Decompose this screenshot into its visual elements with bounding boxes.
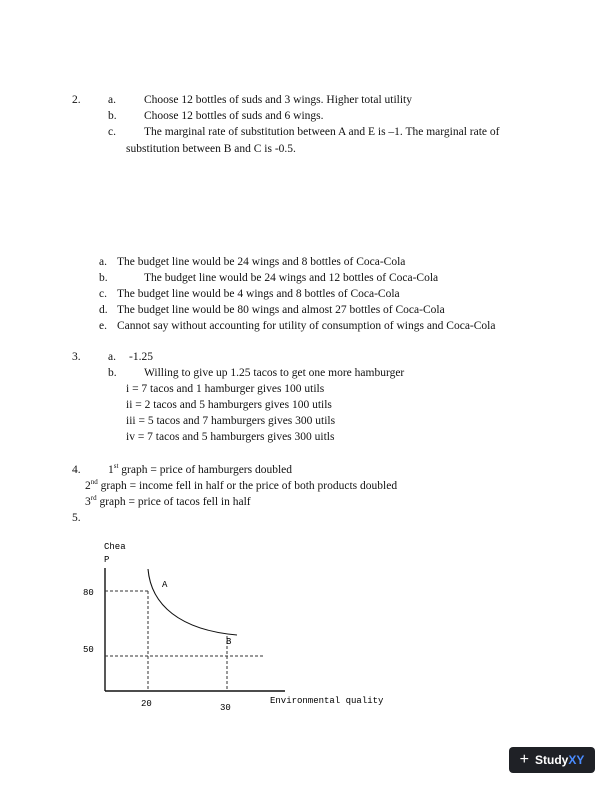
y-axis-label-line1: Chea [104,542,126,552]
q4-number: 4. [72,464,81,476]
y-tick-50: 50 [83,645,94,655]
point-b-label: B [226,637,232,647]
q2-number: 2. [72,94,81,106]
q3b-letter: b. [108,367,117,379]
point-a-label: A [162,580,168,590]
budget-c-letter: c. [99,288,107,300]
q2c-letter: c. [108,126,116,138]
budget-d-text: The budget line would be 80 wings and almost 27 bottles of Coca-Cola [117,304,445,316]
q4-graph3: 3rd graph = price of tacos fell in half [85,494,251,508]
budget-a-text: The budget line would be 24 wings and 8 bottles of Coca-Cola [117,256,406,268]
x-tick-30: 30 [220,703,231,713]
q3-line-iii: iii = 5 tacos and 7 hamburgers gives 300 utils [126,415,336,427]
q2a-letter: a. [108,94,116,106]
budget-e-letter: e. [99,320,107,332]
brand-name: StudyXY [534,753,585,767]
q5-number: 5. [72,512,81,524]
q4-graph2: 2nd graph = income fell in half or the price of both products doubled [85,478,398,492]
y-axis-label-line2: P [104,555,110,565]
q3a-letter: a. [108,351,116,363]
q3-line-i: i = 7 tacos and 1 hamburger gives 100 utils [126,383,325,395]
q3-line-ii: ii = 2 tacos and 5 hamburgers gives 100 utils [126,399,332,411]
q4-graph1: 1st graph = price of hamburgers doubled [108,462,293,476]
budget-b-letter: b. [99,272,108,284]
q3a-text: -1.25 [129,351,153,363]
q2b-letter: b. [108,110,117,122]
q2a-text: Choose 12 bottles of suds and 3 wings. Higher total utility [144,94,412,106]
studyxy-badge[interactable] [509,747,595,773]
budget-e-text: Cannot say without accounting for utility of consumption of wings and Coca-Cola [117,320,496,332]
budget-a-letter: a. [99,256,107,268]
budget-d-letter: d. [99,304,108,316]
q3-line-iv: iv = 7 tacos and 5 hamburgers gives 300 uitls [126,431,335,443]
budget-b-text: The budget line would be 24 wings and 12 bottles of Coca-Cola [144,272,439,284]
budget-c-text: The budget line would be 4 wings and 8 bottles of Coca-Cola [117,288,400,300]
x-tick-20: 20 [141,699,152,709]
q3b-text: Willing to give up 1.25 tacos to get one more hamburger [144,367,405,379]
q2b-text: Choose 12 bottles of suds and 6 wings. [144,110,324,122]
q2c-text: The marginal rate of substitution between A and E is –1. The marginal rate of [144,126,500,138]
plus-icon: + [519,751,529,768]
x-axis-label: Environmental quality [270,696,384,706]
y-tick-80: 80 [83,588,94,598]
q2c-text-continued: substitution between B and C is -0.5. [126,143,296,155]
q3-number: 3. [72,351,81,363]
indifference-curve [148,569,237,635]
